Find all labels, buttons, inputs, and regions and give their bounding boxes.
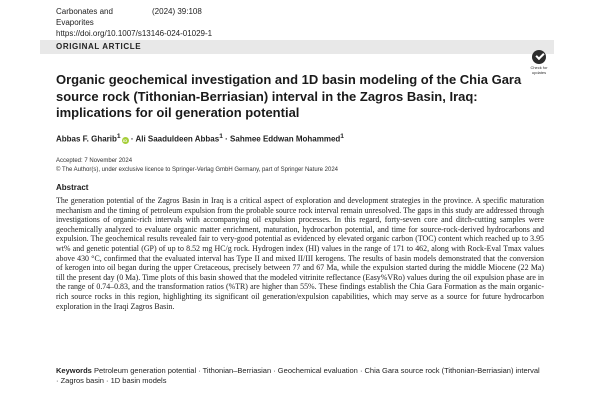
article-meta bbox=[56, 157, 536, 174]
paper-title: Organic geochemical investigation and 1D basin modeling of the Chia Gara source rock (Tithonian-Berriasian) interval in the Zagros Basin, Iraq: implications for oil generation potential bbox=[56, 72, 522, 120]
author-affiliation: 1 bbox=[340, 133, 344, 140]
running-header bbox=[56, 6, 544, 39]
orcid-icon[interactable]: iD bbox=[123, 137, 128, 143]
keywords-section bbox=[56, 366, 544, 386]
abstract-heading: Abstract bbox=[56, 183, 89, 192]
author-list bbox=[56, 133, 536, 144]
copyright-notice: © The Author(s), under exclusive licence to Springer-Verlag GmbH Germany, part of Springer Nature 2024 bbox=[56, 166, 338, 173]
journal-name: Carbonates and Evaporites bbox=[56, 7, 113, 27]
author-separator: · bbox=[130, 134, 134, 144]
accepted-date: Accepted: 7 November 2024 bbox=[56, 158, 133, 164]
check-for-updates-button[interactable] bbox=[528, 50, 550, 75]
keywords-list: Petroleum generation potential · Tithonian–Berriasian · Geochemical evaluation · Chia Gara source rock (Tithonian-Berriasian) interval · Zagros basin · 1D basin models bbox=[56, 366, 540, 385]
author-affiliation: 1 bbox=[219, 133, 223, 140]
author-name[interactable]: Abbas F. Gharib bbox=[56, 134, 117, 144]
article-type: ORIGINAL ARTICLE bbox=[56, 42, 142, 51]
author-name[interactable]: Ali Saaduldeen Abbas bbox=[135, 134, 220, 144]
abstract-body: The generation potential of the Zagros Basin in Iraq is a critical aspect of exploration and development strategies in the province. A specific maturation mechanism and the timing of petroleum expulsion from the probable source rock interval remain unresolved. The gaps in this study are addressed through investigations of organic-rich intervals with accompanying oil expulsion processes. In this regard, forty-seven core and ditch-cutting samples were geochemically analyzed to evaluate organic matter enrichment, maturation, hydrocarbon potential, and time for source-rock-derived hydrocarbons and expulsion. The geochemical results revealed fair to very-good potential as evidenced by elevated organic carbon (TOC) content which reached up to 3.95 wt% and genetic potential (GP) of up to 8.52 mg HC/g rock. Hydrogen index (HI) values in the range of 171 to 462, along with Rock-Eval Tmax values above 430 °C, confirmed that the evaluated interval has Type II and mixed II/III kerogens. The results of basin models demonstrated that the conversion of kerogen into oil began during the upper Cretaceous, precisely between 77 and 67 Ma, while the expulsion started during the middle Miocene (22 Ma) till the present day (0 Ma). Time plots of this basin showed that the modeled vitrinite reflectance (Easy%VRo) values during the oil expulsion phase are in the range of 0.74–0.83, and the transformation ratios (%TR) are higher than 55%. These findings establish the Chia Gara Formation as the main organic-rich source rocks in this region, highlighting its significant oil generation/expulsion capabilities, which may serve as a source for future hydrocarbon exploration in the Iraqi Zagros Basin. bbox=[56, 196, 544, 311]
author-affiliation: 1 bbox=[116, 133, 121, 140]
article-type-band bbox=[40, 40, 554, 54]
author-separator: · bbox=[225, 134, 228, 144]
author-name[interactable]: Sahmee Eddwan Mohammed bbox=[230, 134, 341, 144]
check-updates-icon bbox=[532, 50, 546, 64]
doi-link[interactable]: https://doi.org/10.1007/s13146-024-01029-1 bbox=[56, 29, 213, 38]
check-updates-label: Check for updates bbox=[530, 65, 548, 75]
citation: (2024) 39:108 bbox=[152, 7, 202, 16]
keywords-label: Keywords bbox=[56, 366, 92, 375]
